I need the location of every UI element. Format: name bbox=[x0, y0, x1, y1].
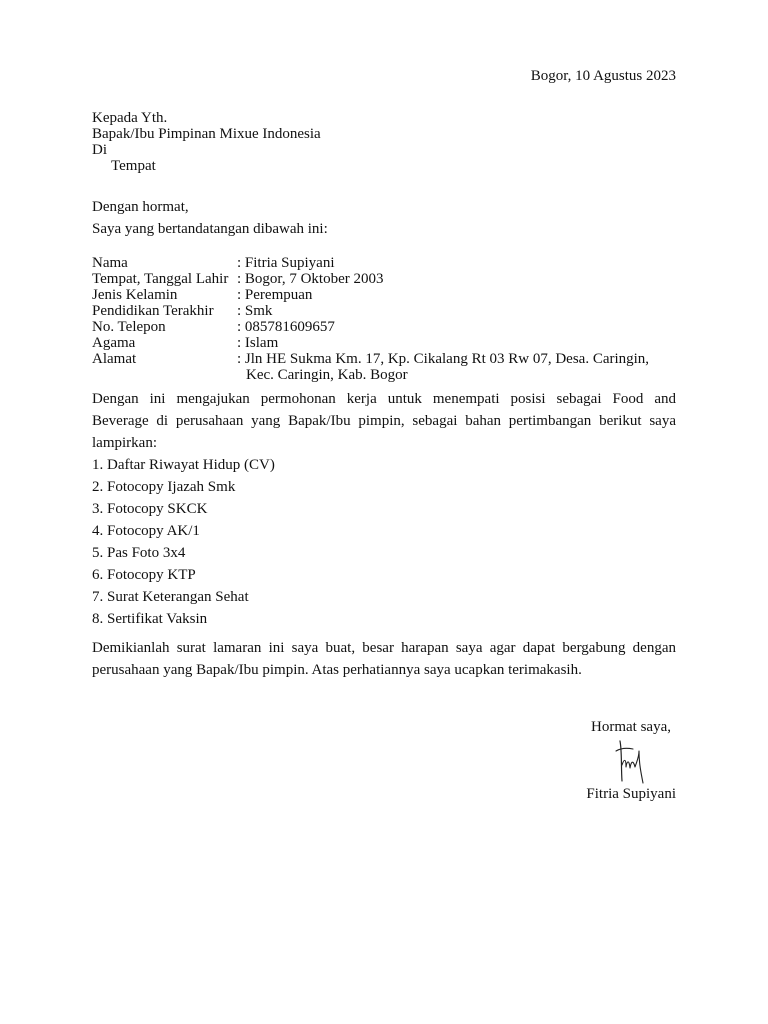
place-date: Bogor, 10 Agustus 2023 bbox=[530, 68, 676, 84]
recipient-block bbox=[92, 110, 321, 174]
signature-image bbox=[612, 737, 652, 787]
identity-label: No. Telepon bbox=[92, 319, 166, 335]
body-line: lampirkan: bbox=[92, 435, 157, 451]
identity-row bbox=[92, 255, 649, 271]
intro-text: Saya yang bertandatangan dibawah ini: bbox=[92, 221, 328, 237]
address-continuation: Kec. Caringin, Kab. Bogor bbox=[246, 367, 408, 383]
signer-name: Fitria Supiyani bbox=[586, 786, 676, 802]
body-line: perusahaan yang Bapak/Ibu pimpin. Atas perhatiannya saya ucapkan terimakasih. bbox=[92, 662, 582, 678]
identity-label: Agama bbox=[92, 335, 136, 351]
identity-row bbox=[92, 319, 649, 335]
recipient-line-4: Tempat bbox=[111, 158, 156, 174]
identity-row bbox=[92, 271, 649, 287]
recipient-line-1: Kepada Yth. bbox=[92, 110, 168, 126]
list-item: 2. Fotocopy Ijazah Smk bbox=[92, 479, 236, 495]
list-item: 7. Surat Keterangan Sehat bbox=[92, 589, 249, 605]
list-item: 4. Fotocopy AK/1 bbox=[92, 523, 200, 539]
body-line: Demikianlah surat lamaran ini saya buat, besar harapan saya agar dapat bergabung dengan bbox=[92, 640, 676, 656]
identity-value: : 085781609657 bbox=[237, 319, 335, 335]
identity-value: : Islam bbox=[237, 335, 279, 351]
recipient-line-3: Di bbox=[92, 142, 107, 158]
identity-label: Tempat, Tanggal Lahir bbox=[92, 271, 229, 287]
identity-label: Pendidikan Terakhir bbox=[92, 303, 214, 319]
identity-value: : Fitria Supiyani bbox=[237, 255, 335, 271]
body-paragraph-1 bbox=[92, 388, 676, 454]
identity-row bbox=[92, 303, 649, 319]
identity-row bbox=[92, 287, 649, 303]
identity-label: Jenis Kelamin bbox=[92, 287, 178, 303]
body-paragraph-2 bbox=[92, 637, 676, 681]
body-line: Beverage di perusahaan yang Bapak/Ibu pimpin, sebagai bahan pertimbangan berikut saya bbox=[92, 413, 676, 429]
list-item: 3. Fotocopy SKCK bbox=[92, 501, 208, 517]
list-item: 8. Sertifikat Vaksin bbox=[92, 611, 208, 627]
identity-label: Alamat bbox=[92, 351, 137, 367]
identity-label: Nama bbox=[92, 255, 128, 271]
attachment-list bbox=[92, 454, 275, 630]
closing: Hormat saya, bbox=[591, 719, 671, 735]
identity-value: : Perempuan bbox=[237, 287, 313, 303]
identity-row bbox=[92, 335, 649, 351]
identity-value: : Jln HE Sukma Km. 17, Kp. Cikalang Rt 03 Rw 07, Desa. Caringin, bbox=[237, 351, 650, 367]
list-item: 6. Fotocopy KTP bbox=[92, 567, 196, 583]
body-line: Dengan ini mengajukan permohonan kerja untuk menempati posisi sebagai Food and bbox=[92, 391, 676, 407]
identity-row bbox=[92, 351, 649, 367]
list-item: 1. Daftar Riwayat Hidup (CV) bbox=[92, 457, 275, 473]
identity-table bbox=[92, 255, 649, 383]
list-item: 5. Pas Foto 3x4 bbox=[92, 545, 186, 561]
recipient-line-2: Bapak/Ibu Pimpinan Mixue Indonesia bbox=[92, 126, 321, 142]
greeting: Dengan hormat, bbox=[92, 199, 189, 215]
identity-value: : Bogor, 7 Oktober 2003 bbox=[237, 271, 384, 287]
identity-value: : Smk bbox=[237, 303, 273, 319]
greeting-block bbox=[92, 199, 328, 237]
